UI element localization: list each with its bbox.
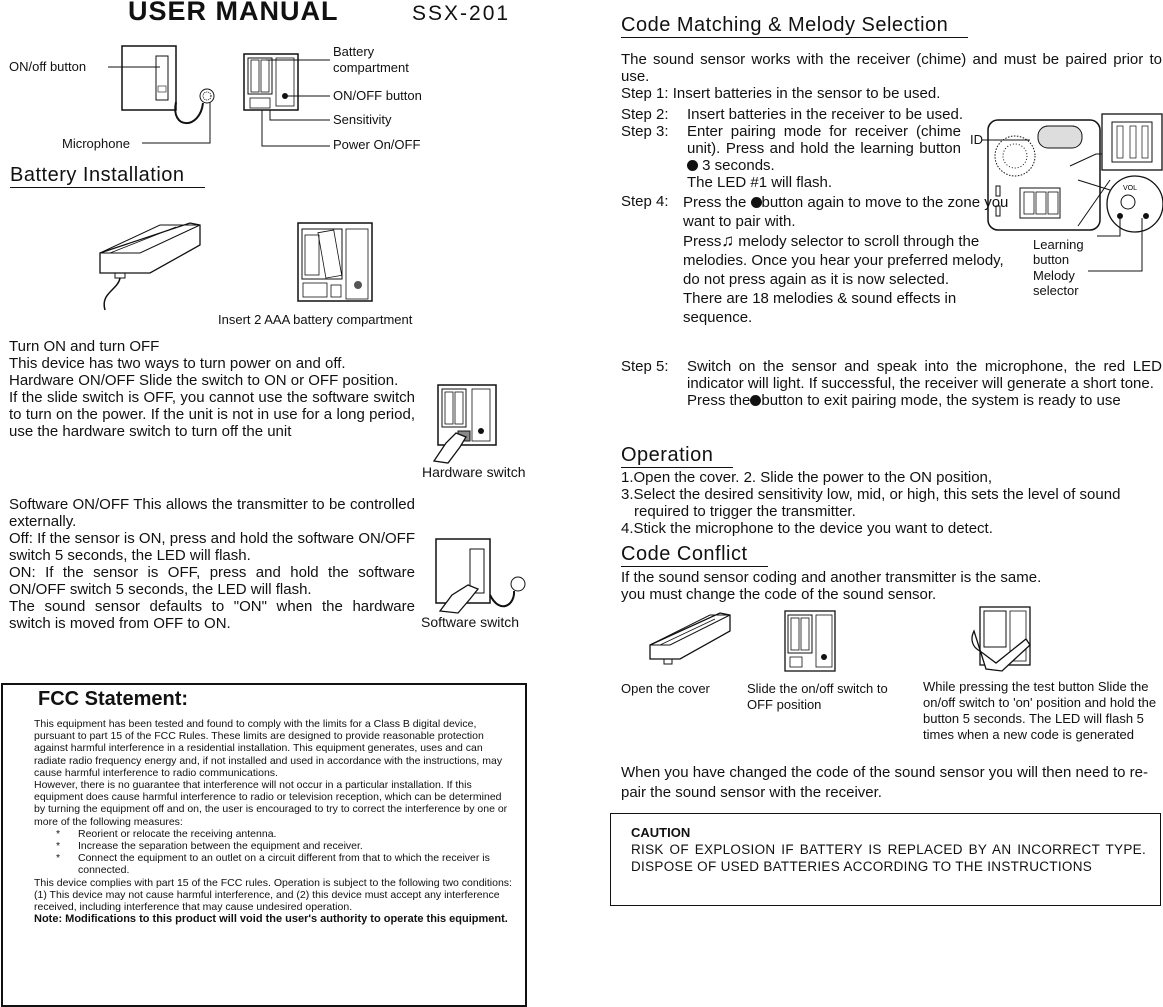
code-conflict-after: When you have changed the code of the sound sensor you will then need to re- pair the sound sensor with the receiver. — [621, 764, 1149, 801]
learning-button-icon — [751, 197, 762, 208]
step-5: Step 5: Switch on the sensor and speak into the microphone, the red LED indicator will light. If successful, the receiver will generate a short tone. Press the button to exit pairing mode, the system is ready to use — [621, 358, 1162, 409]
step-1: Step 1: Insert batteries in the sensor to be used. — [621, 85, 941, 102]
battery-installation-heading: Battery Installation — [10, 164, 205, 188]
fcc-heading: FCC Statement: — [38, 688, 189, 710]
caption-slide-off: Slide the on/off switch to OFF position — [747, 681, 888, 712]
fcc-text — [34, 718, 514, 925]
label-hardware-switch: Hardware switch — [422, 464, 526, 480]
manual-title: USER MANUAL — [128, 0, 339, 26]
caption-new-code: While pressing the test button Slide the on/off switch to 'on' position and hold the button 5 seconds. The LED will flash 5 times when a new code is generated — [923, 679, 1157, 742]
code-matching-heading: Code Matching & Melody Selection — [621, 14, 968, 38]
fcc-bullet: * Increase the separation between the equipment and receiver. — [56, 840, 363, 853]
turn-on-off-p2: Hardware ON/OFF Slide the switch to ON or OFF position. — [9, 372, 399, 389]
operation-heading: Operation — [621, 444, 733, 468]
software-switch-section — [9, 496, 415, 632]
step-2: Step 2: Insert batteries in the receiver to be used. — [621, 106, 963, 123]
learning-button-icon — [750, 395, 761, 406]
battery-caption: Insert 2 AAA battery compartment — [218, 312, 413, 327]
label-sensitivity: Sensitivity — [333, 112, 392, 127]
music-note-icon: ♫ — [721, 231, 735, 250]
battery-diagram — [90, 215, 380, 315]
code-conflict-text: If the sound sensor coding and another transmitter is the same. you must change the code of the sound sensor. — [621, 569, 1042, 603]
step-4: Step 4: Press the button again to move to the zone you want to pair with. Press♫ melody selector to scroll through the melodies. Once you hear your preferred melody, do not press again as it is now selected. There are 18 melodies & sound effects in sequence. — [621, 193, 1009, 326]
label-on-off-button: ON/off button — [9, 59, 87, 74]
fcc-p1: This equipment has been tested and found to comply with the limits for a Class B digital device, pursuant to part 15 of the FCC Rules. These limits are designed to provide reasonable protection against harmful interference in a residential installation. This equipment generates, uses and can radiate radio frequency energy and, if not installed and used in accordance with the instructions, may cause harmful interference to radio communications. — [34, 718, 503, 779]
software-switch-diagram — [430, 535, 530, 615]
label-software-switch: Software switch — [421, 614, 520, 630]
label-id: ID — [970, 132, 983, 147]
step-3: Step 3: Enter pairing mode for receiver (chime unit). Press and hold the learning button 3 seconds. The LED #1 will flash. — [621, 123, 961, 191]
label-battery-compartment: Battery compartment — [333, 44, 409, 75]
caution-heading: CAUTION — [631, 825, 691, 840]
code-conflict-diagrams — [640, 605, 1060, 680]
operation-text: 1.Open the cover. 2. Slide the power to the ON position, 3.Select the desired sensitivity low, mid, or high, this sets the level of sound required to trigger the transmitter. 4.Stick the microphone to the device you want to detect. — [621, 469, 1121, 537]
fcc-box — [1, 683, 527, 1007]
hardware-switch-diagram — [434, 383, 504, 463]
vol-label: VOL — [1123, 185, 1138, 192]
learning-button-icon — [687, 160, 698, 171]
caution-text: RISK OF EXPLOSION IF BATTERY IS REPLACED BY AN INCORRECT TYPE. DISPOSE OF USED BATTERIES ACCORDING TO THE INSTRUCTIONS — [631, 842, 1146, 874]
software-p6: ON: If the sensor is OFF, press and hold the software ON/OFF switch 5 seconds, the LED will flash. — [9, 564, 415, 598]
fcc-note: Note: Modifications to this product will void the user's authority to operate this equipment. — [34, 913, 508, 926]
turn-on-off-heading: Turn ON and turn OFF — [9, 338, 160, 355]
fcc-bullet: * Connect the equipment to an outlet on a circuit different from that to which the receiver is connected. — [56, 852, 490, 877]
turn-on-off-p1: This device has two ways to turn power on and off. — [9, 355, 346, 372]
fcc-p2: However, there is no guarantee that interference will not occur in a particular installation. If this equipment does cause harmful interference to radio or television reception, which can be determined by turning the equipment off and on, the user is encouraged to try to correct the interference by one or more of the following measures: — [34, 779, 508, 828]
caution-box — [610, 813, 1161, 906]
code-matching-intro: The sound sensor works with the receiver (chime) and must be paired prior to use. Step 1: Insert batteries in the sensor to be used. — [621, 51, 1162, 102]
model-number: SSX-201 — [412, 2, 511, 25]
caption-open-cover: Open the cover — [621, 681, 710, 696]
turn-on-off-section — [9, 338, 415, 440]
label-melody-selector: Melody selector — [1033, 268, 1079, 298]
software-p7: The sound sensor defaults to "ON" when the hardware switch is moved from OFF to ON. — [9, 598, 415, 632]
fcc-bullet: * Reorient or relocate the receiving antenna. — [56, 827, 277, 840]
fcc-p3: This device complies with part 15 of the FCC rules. Operation is subject to the following two conditions: (1) This device may not cause harmful interference, and (2) this device must accept any interference received, including interference that may cause undesired operation. — [34, 876, 512, 914]
software-p4: Software ON/OFF This allows the transmitter to be controlled externally. — [9, 496, 415, 530]
label-microphone: Microphone — [62, 136, 130, 151]
code-conflict-heading: Code Conflict — [621, 543, 768, 567]
software-p5: Off: If the sensor is ON, press and hold the software ON/OFF switch 5 seconds, the LED will flash. — [9, 530, 415, 564]
label-on-off-button-2: ON/OFF button — [333, 88, 422, 103]
label-power: Power On/OFF — [333, 137, 421, 152]
turn-on-off-p3: If the slide switch is OFF, you cannot use the software switch to turn on the power. If the unit is not in use for a long period, use the hardware switch to turn off the unit — [9, 389, 415, 440]
label-learning-button: Learning button — [1033, 237, 1084, 267]
